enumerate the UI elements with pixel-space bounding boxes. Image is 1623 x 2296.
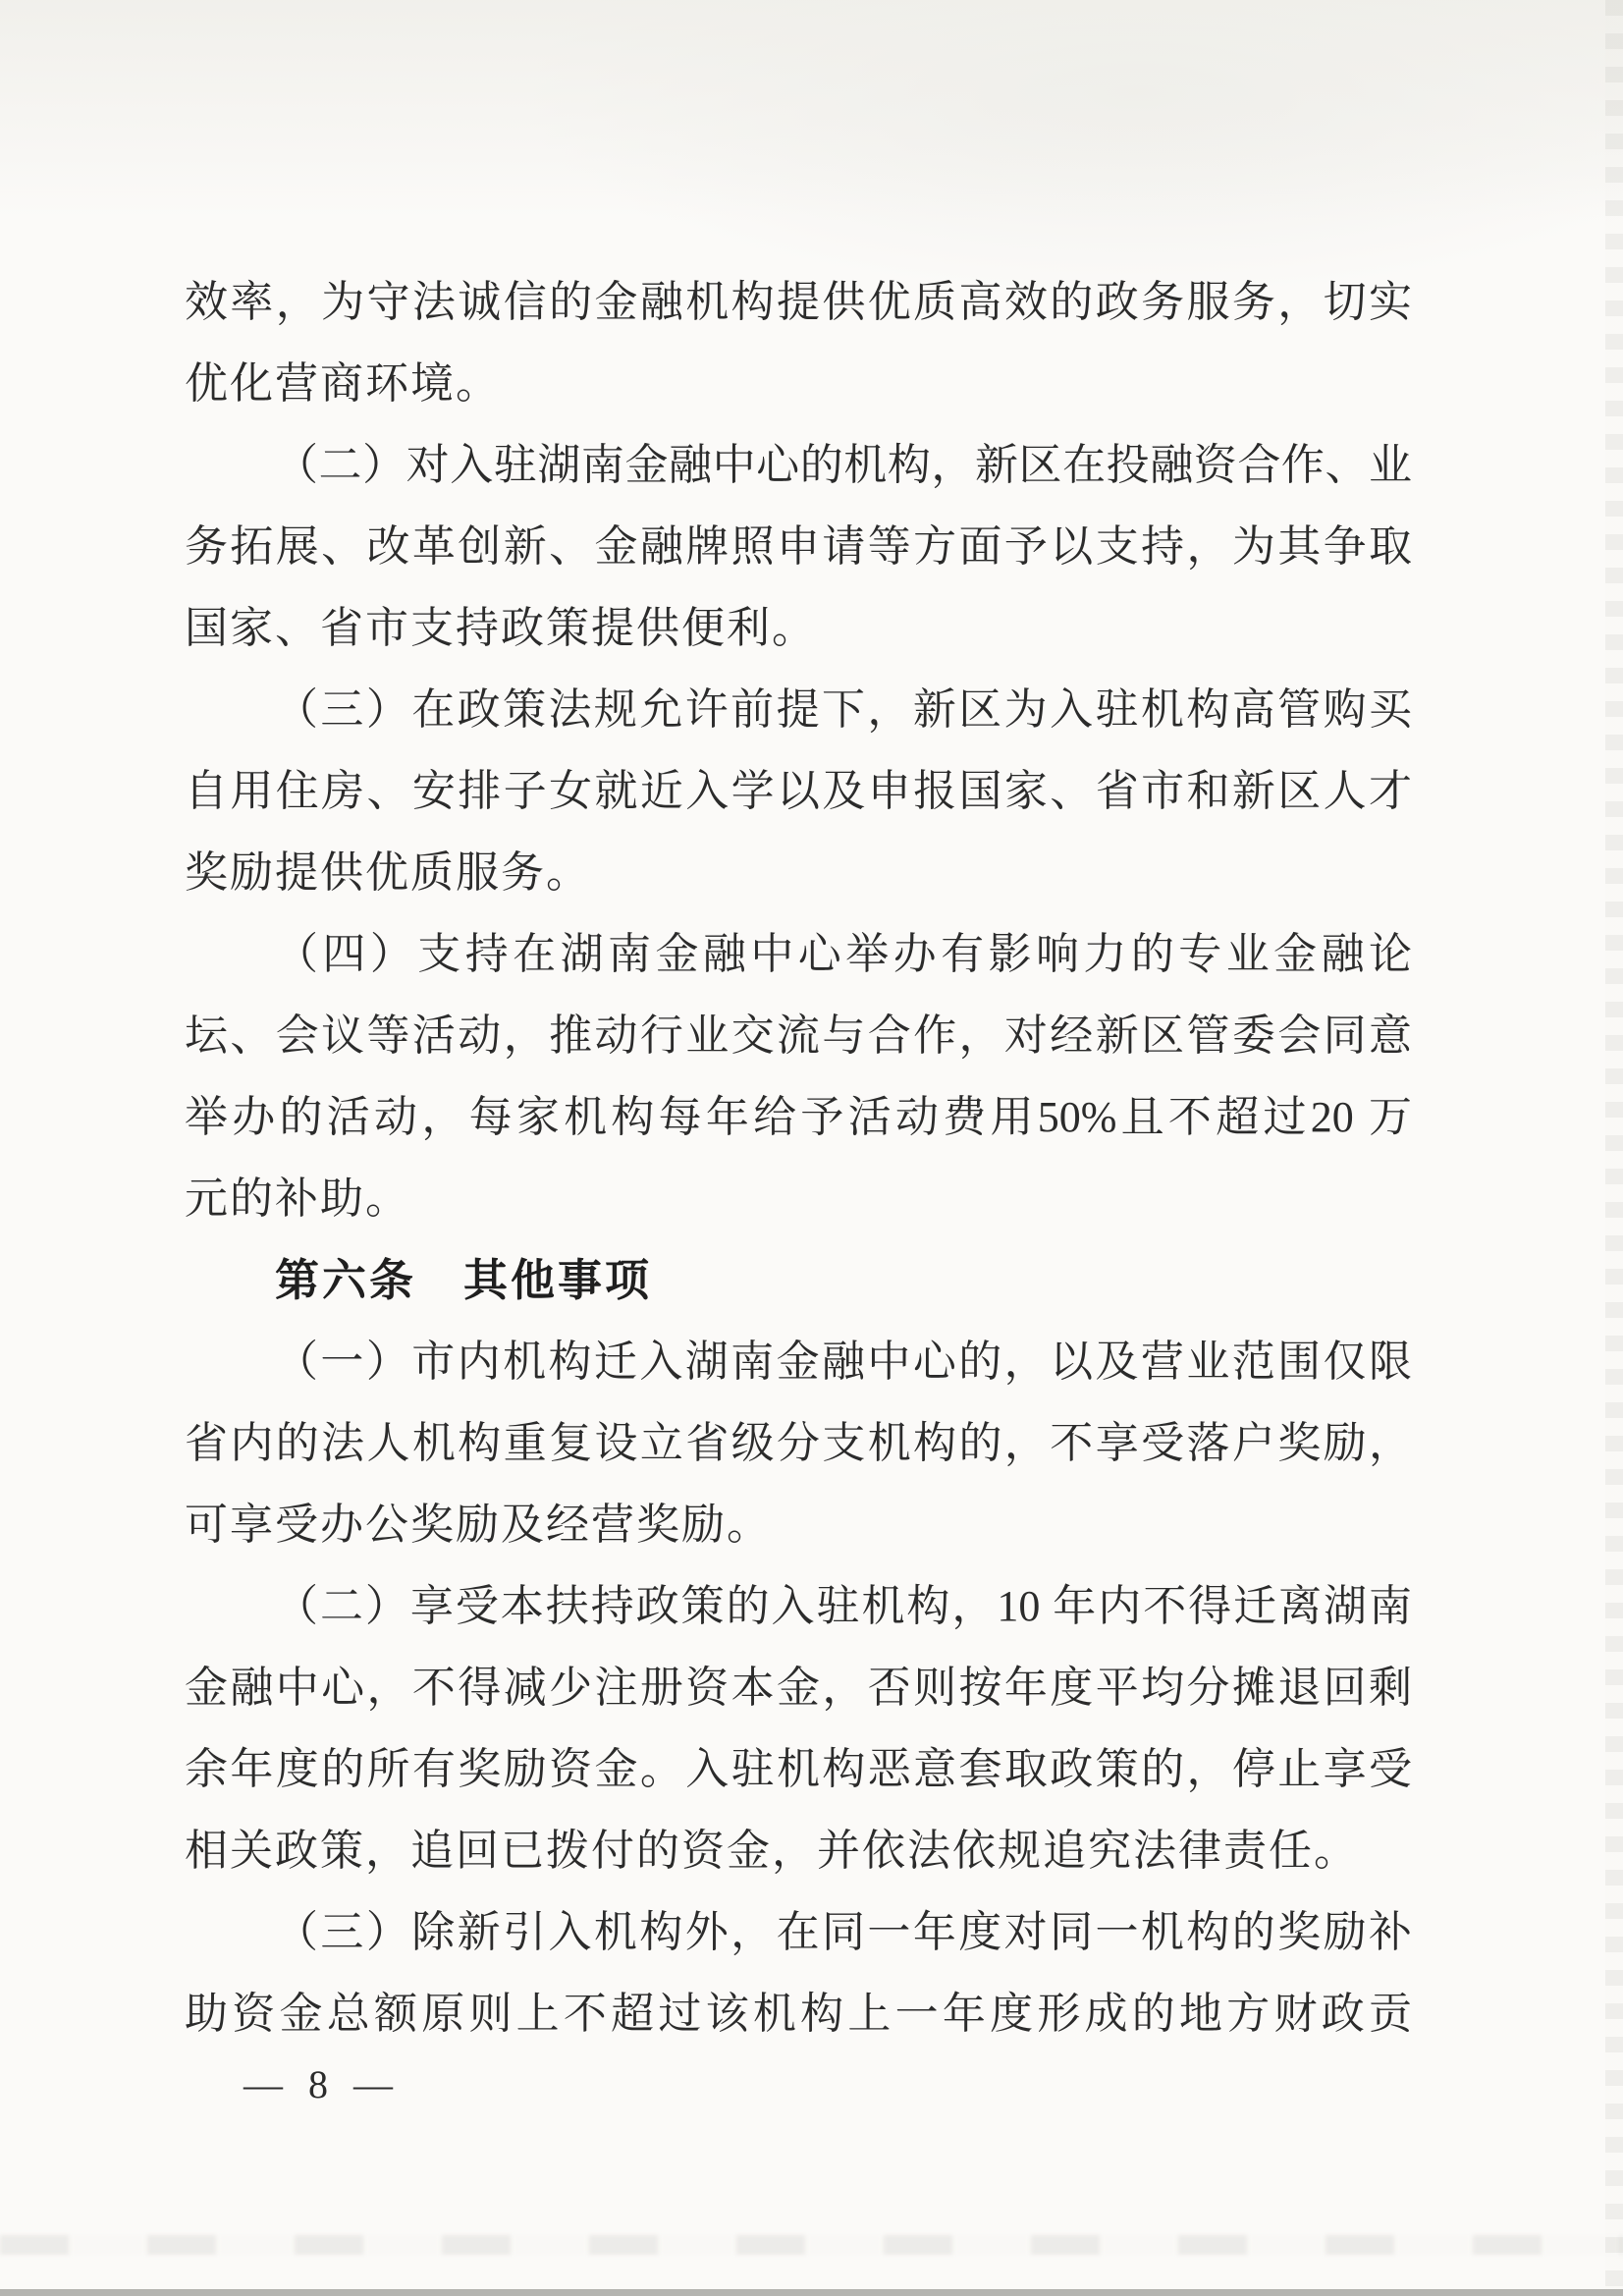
text-line: 余年度的所有奖励资金。入驻机构恶意套取政策的，停止享受: [185, 1745, 1412, 1793]
text-line: 相关政策，追回已拨付的资金，并依法依规追究法律责任。: [185, 1827, 1359, 1875]
text-line: 助资金总额原则上不超过该机构上一年度形成的地方财政贡: [185, 1990, 1412, 2038]
text-line: （三）在政策法规允许前提下，新区为入驻机构高管购买: [275, 685, 1412, 734]
text-line: 元的补助。: [185, 1175, 410, 1223]
text-line: （一）市内机构迁入湖南金融中心的，以及营业范围仅限: [275, 1338, 1412, 1386]
text-line: 务拓展、改革创新、金融牌照申请等方面予以支持，为其争取: [185, 522, 1412, 571]
text-line: 优化营商环境。: [185, 359, 501, 408]
scan-bottom-edge: [0, 2289, 1623, 2296]
scan-top-shading: [0, 0, 1623, 246]
text-line: （三）除新引入机构外，在同一年度对同一机构的奖励补: [275, 1908, 1412, 1956]
text-line: 坛、会议等活动，推动行业交流与合作，对经新区管委会同意: [185, 1011, 1412, 1060]
text-line: （四）支持在湖南金融中心举办有影响力的专业金融论: [275, 930, 1412, 978]
text-line: （二）享受本扶持政策的入驻机构，10 年内不得迁离湖南: [275, 1582, 1412, 1630]
text-line: 可享受办公奖励及经营奖励。: [185, 1501, 772, 1549]
text-line: （二）对入驻湖南金融中心的机构，新区在投融资合作、业: [275, 441, 1412, 489]
section-heading: 第六条 其他事项: [275, 1255, 653, 1305]
text-line: 自用住房、安排子女就近入学以及申报国家、省市和新区人才: [185, 767, 1412, 815]
page-number-footer: — 8 —: [243, 2062, 401, 2106]
text-line: 金融中心，不得减少注册资本金，否则按年度平均分摊退回剩: [185, 1664, 1412, 1712]
text-line: 效率，为守法诚信的金融机构提供优质高效的政务服务，切实: [185, 278, 1412, 326]
text-line: 国家、省市支持政策提供便利。: [185, 604, 817, 652]
text-line: 奖励提供优质服务。: [185, 848, 591, 897]
text-line: 省内的法人机构重复设立省级分支机构的，不享受落户奖励，: [185, 1419, 1412, 1467]
text-line: 举办的活动，每家机构每年给予活动费用50%且不超过20 万: [185, 1093, 1412, 1141]
scan-bottom-noise: [0, 2235, 1623, 2255]
scan-edge-streak: [1605, 0, 1623, 2296]
document-body: [185, 261, 1412, 2054]
